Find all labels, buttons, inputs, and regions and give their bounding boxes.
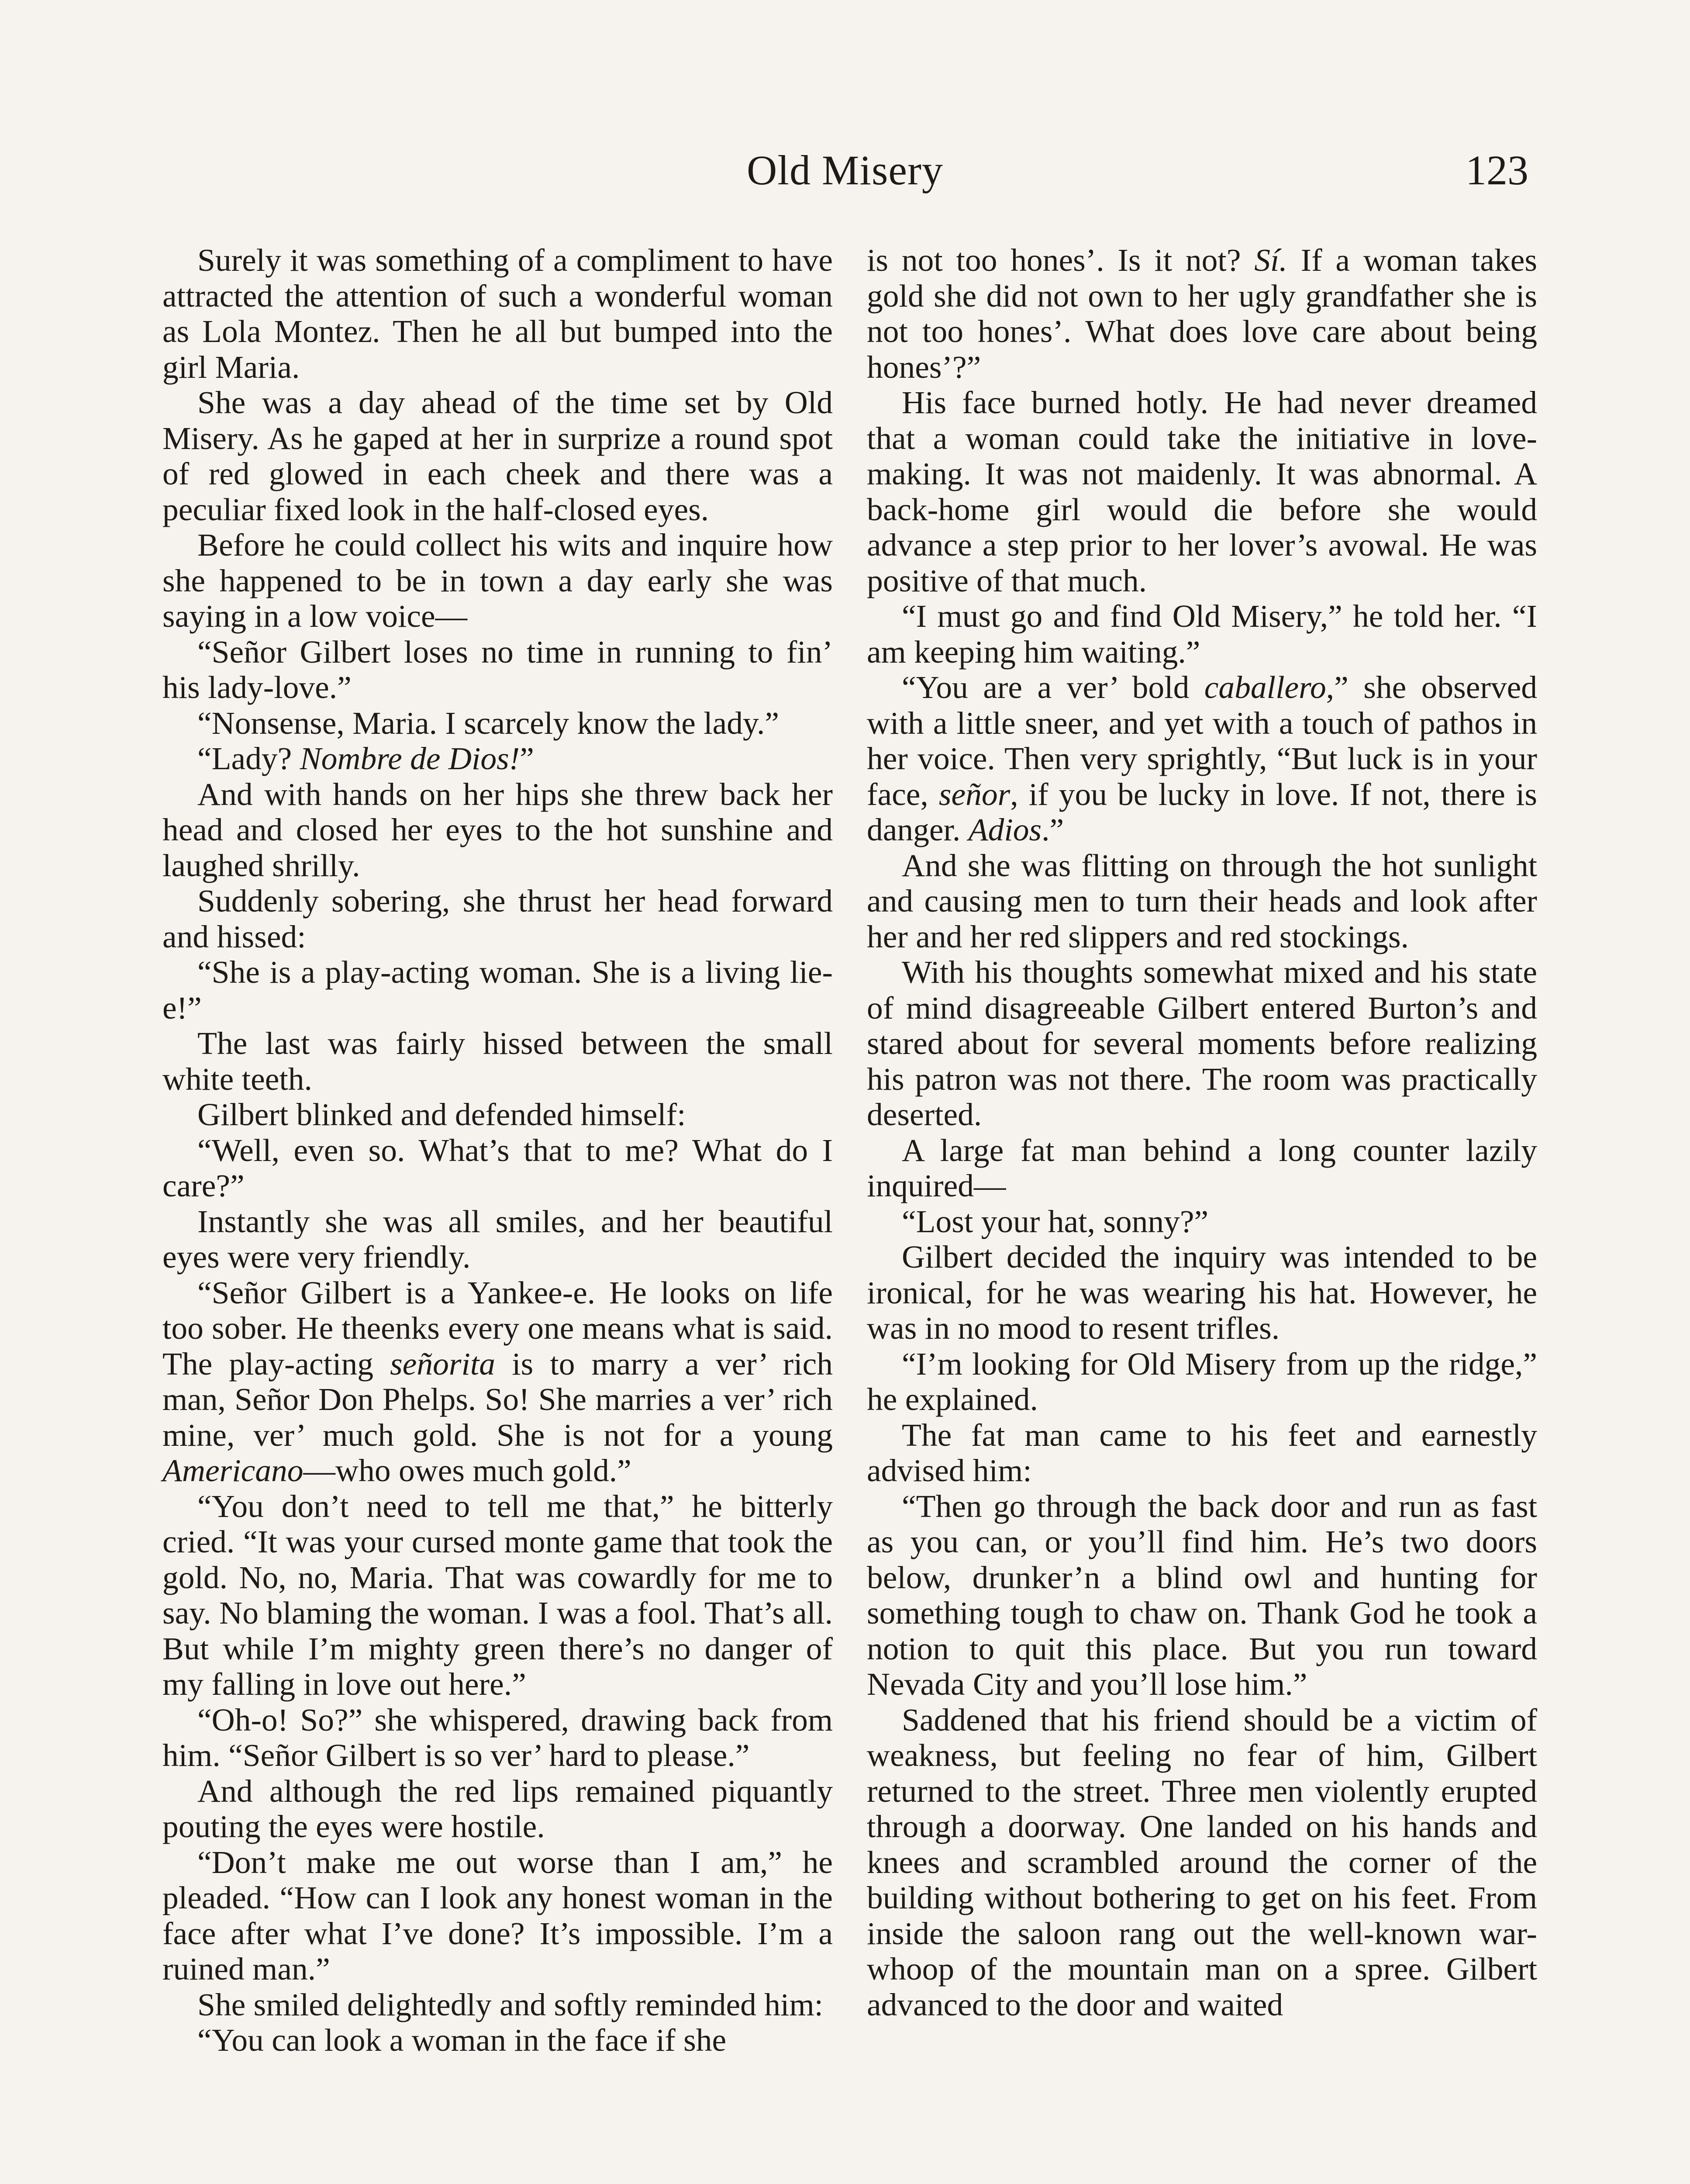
- text-run: The fat man came to his feet and earnestly advised him:: [867, 1417, 1537, 1488]
- text-run: “Don’t make me out worse than I am,” he pleaded. “How can I look any honest woman in the face after what I’ve done? It’s impossible. I’m a ruined man.”: [162, 1844, 833, 1987]
- paragraph: [162, 1489, 833, 1702]
- paragraph: [162, 954, 833, 1026]
- paragraph: [162, 705, 833, 741]
- paragraph: [162, 634, 833, 705]
- paragraph: [867, 1702, 1537, 2023]
- paragraph: [162, 1702, 833, 1773]
- paragraph: [162, 385, 833, 527]
- paragraph: [162, 1133, 833, 1204]
- paragraph: [867, 385, 1537, 598]
- text-run: She was a day ahead of the time set by Old Misery. As he gaped at her in surprize a round spot of red glowed in each cheek and there was a peculiar fixed look in the half-closed eyes.: [162, 385, 833, 527]
- text-run: A large fat man behind a long counter lazily inquired—: [867, 1132, 1537, 1203]
- text-run: “You don’t need to tell me that,” he bitterly cried. “It was your cursed monte game that took the gold. No, no, Maria. That was cowardly for me to say. No blaming the woman. I was a fool. That’s all. But while I’m mighty green there’s no danger of my falling in love out here.”: [162, 1488, 833, 1702]
- text-run: Instantly she was all smiles, and her beautiful eyes were very friendly.: [162, 1203, 833, 1275]
- text-run: “Lost your hat, sonny?”: [902, 1203, 1209, 1239]
- text-run: is to marry a ver’ rich man, Señor Don Phelps. So! She marries a ver’ rich mine, ver’ much gold. She is not for a young: [162, 1346, 833, 1453]
- paragraph: [162, 1987, 833, 2023]
- text-run: And she was flitting on through the hot sunlight and causing men to turn their heads and look after her and her red slippers and red stockings.: [867, 847, 1537, 954]
- paragraph: [162, 242, 833, 385]
- paragraph: [162, 1773, 833, 1845]
- text-run: Surely it was something of a compliment to have attracted the attention of such a wonderful woman as Lola Montez. Then he all but bumped into the girl Maria.: [162, 242, 833, 385]
- text-run: If a woman takes gold she did not own to her ugly grandfather she is not too hones’. What does love care about being hones’?”: [867, 242, 1537, 385]
- text-run: ,” she observed with a little sneer, and yet with a touch of pathos in her voice. Then very sprightly, “But luck is in your face,: [867, 670, 1537, 812]
- paragraph: [162, 1097, 833, 1133]
- text-run: —who owes much gold.”: [303, 1453, 631, 1488]
- right-column: [867, 242, 1537, 2022]
- text-run: Saddened that his friend should be a victim of weakness, but feeling no fear of him, Gilbert returned to the street. Three men violently erupted through a doorway. One landed on his hands and knees and scrambled around the corner of the building without bothering to get on his feet. From inside the saloon rang out the well-known war-whoop of the mountain man on a spree. Gilbert advanced to the door and waited: [867, 1702, 1537, 2022]
- text-run: She smiled delightedly and softly reminded him:: [197, 1987, 824, 2022]
- italic-text: caballero: [1204, 670, 1326, 705]
- paragraph: [867, 848, 1537, 955]
- text-run: Before he could collect his wits and inquire how she happened to be in town a day early she was saying in a low voice—: [162, 527, 833, 634]
- text-run: “I must go and find Old Misery,” he told her. “I am keeping him waiting.”: [867, 598, 1537, 670]
- paragraph: [867, 954, 1537, 1133]
- paragraph: [867, 242, 1537, 385]
- paragraph: [867, 598, 1537, 670]
- text-run: “Oh-o! So?” she whispered, drawing back from him. “Señor Gilbert is so ver’ hard to please.”: [162, 1702, 833, 1773]
- paragraph: [162, 1275, 833, 1489]
- text-run: And although the red lips remained piquantly pouting the eyes were hostile.: [162, 1773, 833, 1844]
- text-run: “Señor Gilbert loses no time in running to fin’ his lady-love.”: [162, 634, 833, 705]
- text-run: His face burned hotly. He had never dreamed that a woman could take the initiative in love-making. It was not maidenly. It was abnormal. A back-home girl would die before she would advance a step prior to her lover’s avowal. He was positive of that much.: [867, 385, 1537, 598]
- paragraph: [867, 1204, 1537, 1240]
- text-run: is not too hones’. Is it not?: [867, 242, 1255, 278]
- text-run: And with hands on her hips she threw back her head and closed her eyes to the hot sunshine and laughed shrilly.: [162, 776, 833, 883]
- text-run: “Señor Gilbert is a Yankee-e. He looks on life too sober. He theenks every one means what is said. The play-acting: [162, 1275, 833, 1382]
- page-number: 123: [1466, 147, 1528, 194]
- text-run: “You are a ver’ bold: [902, 670, 1204, 705]
- text-run: .”: [1042, 812, 1064, 847]
- paragraph: [162, 883, 833, 954]
- left-column: [162, 242, 833, 2058]
- paragraph: [162, 2022, 833, 2058]
- text-run: “Then go through the back door and run as fast as you can, or you’ll find him. He’s two doors below, drunker’n a blind owl and hunting for something tough to chaw on. Thank God he took a notion to quit this place. But you run toward Nevada City and you’ll lose him.”: [867, 1488, 1537, 1702]
- paragraph: [867, 670, 1537, 848]
- paragraph: [867, 1489, 1537, 1702]
- paragraph: [867, 1346, 1537, 1417]
- paragraph: [162, 777, 833, 884]
- text-run: “Well, even so. What’s that to me? What do I care?”: [162, 1132, 833, 1203]
- text-run: Gilbert decided the inquiry was intended to be ironical, for he was wearing his hat. However, he was in no mood to resent trifles.: [867, 1239, 1537, 1346]
- text-run: “Nonsense, Maria. I scarcely know the lady.”: [197, 705, 779, 741]
- running-title: Old Misery: [747, 147, 943, 194]
- paragraph: [162, 1026, 833, 1097]
- italic-text: Nombre de Dios!: [300, 741, 520, 776]
- text-run: “She is a play-acting woman. She is a living lie-e!”: [162, 954, 833, 1026]
- text-run: “Lady?: [197, 741, 300, 776]
- italic-text: Adios: [968, 812, 1042, 847]
- italic-text: Americano: [162, 1453, 304, 1488]
- text-run: With his thoughts somewhat mixed and his state of mind disagreeable Gilbert entered Burton’s and stared about for several moments before realizing his patron was not there. The room was practically deserted.: [867, 954, 1537, 1132]
- text-run: “You can look a woman in the face if she: [197, 2022, 727, 2058]
- text-run: Suddenly sobering, she thrust her head forward and hissed:: [162, 883, 833, 954]
- italic-text: Sí.: [1254, 242, 1287, 278]
- paragraph: [867, 1133, 1537, 1204]
- paragraph: [162, 527, 833, 634]
- paragraph: [867, 1417, 1537, 1489]
- text-run: ”: [520, 741, 534, 776]
- italic-text: señorita: [390, 1346, 496, 1382]
- paragraph: [162, 1204, 833, 1275]
- text-run: The last was fairly hissed between the small white teeth.: [162, 1026, 833, 1097]
- paragraph: [867, 1239, 1537, 1346]
- text-run: “I’m looking for Old Misery from up the ridge,” he explained.: [867, 1346, 1537, 1417]
- page-header: [162, 140, 1528, 210]
- italic-text: señor: [938, 776, 1011, 812]
- text-run: Gilbert blinked and defended himself:: [197, 1097, 686, 1132]
- paragraph: [162, 1845, 833, 1987]
- paragraph: [162, 741, 833, 777]
- text-run: , if you be lucky in love. If not, there is danger.: [867, 776, 1537, 847]
